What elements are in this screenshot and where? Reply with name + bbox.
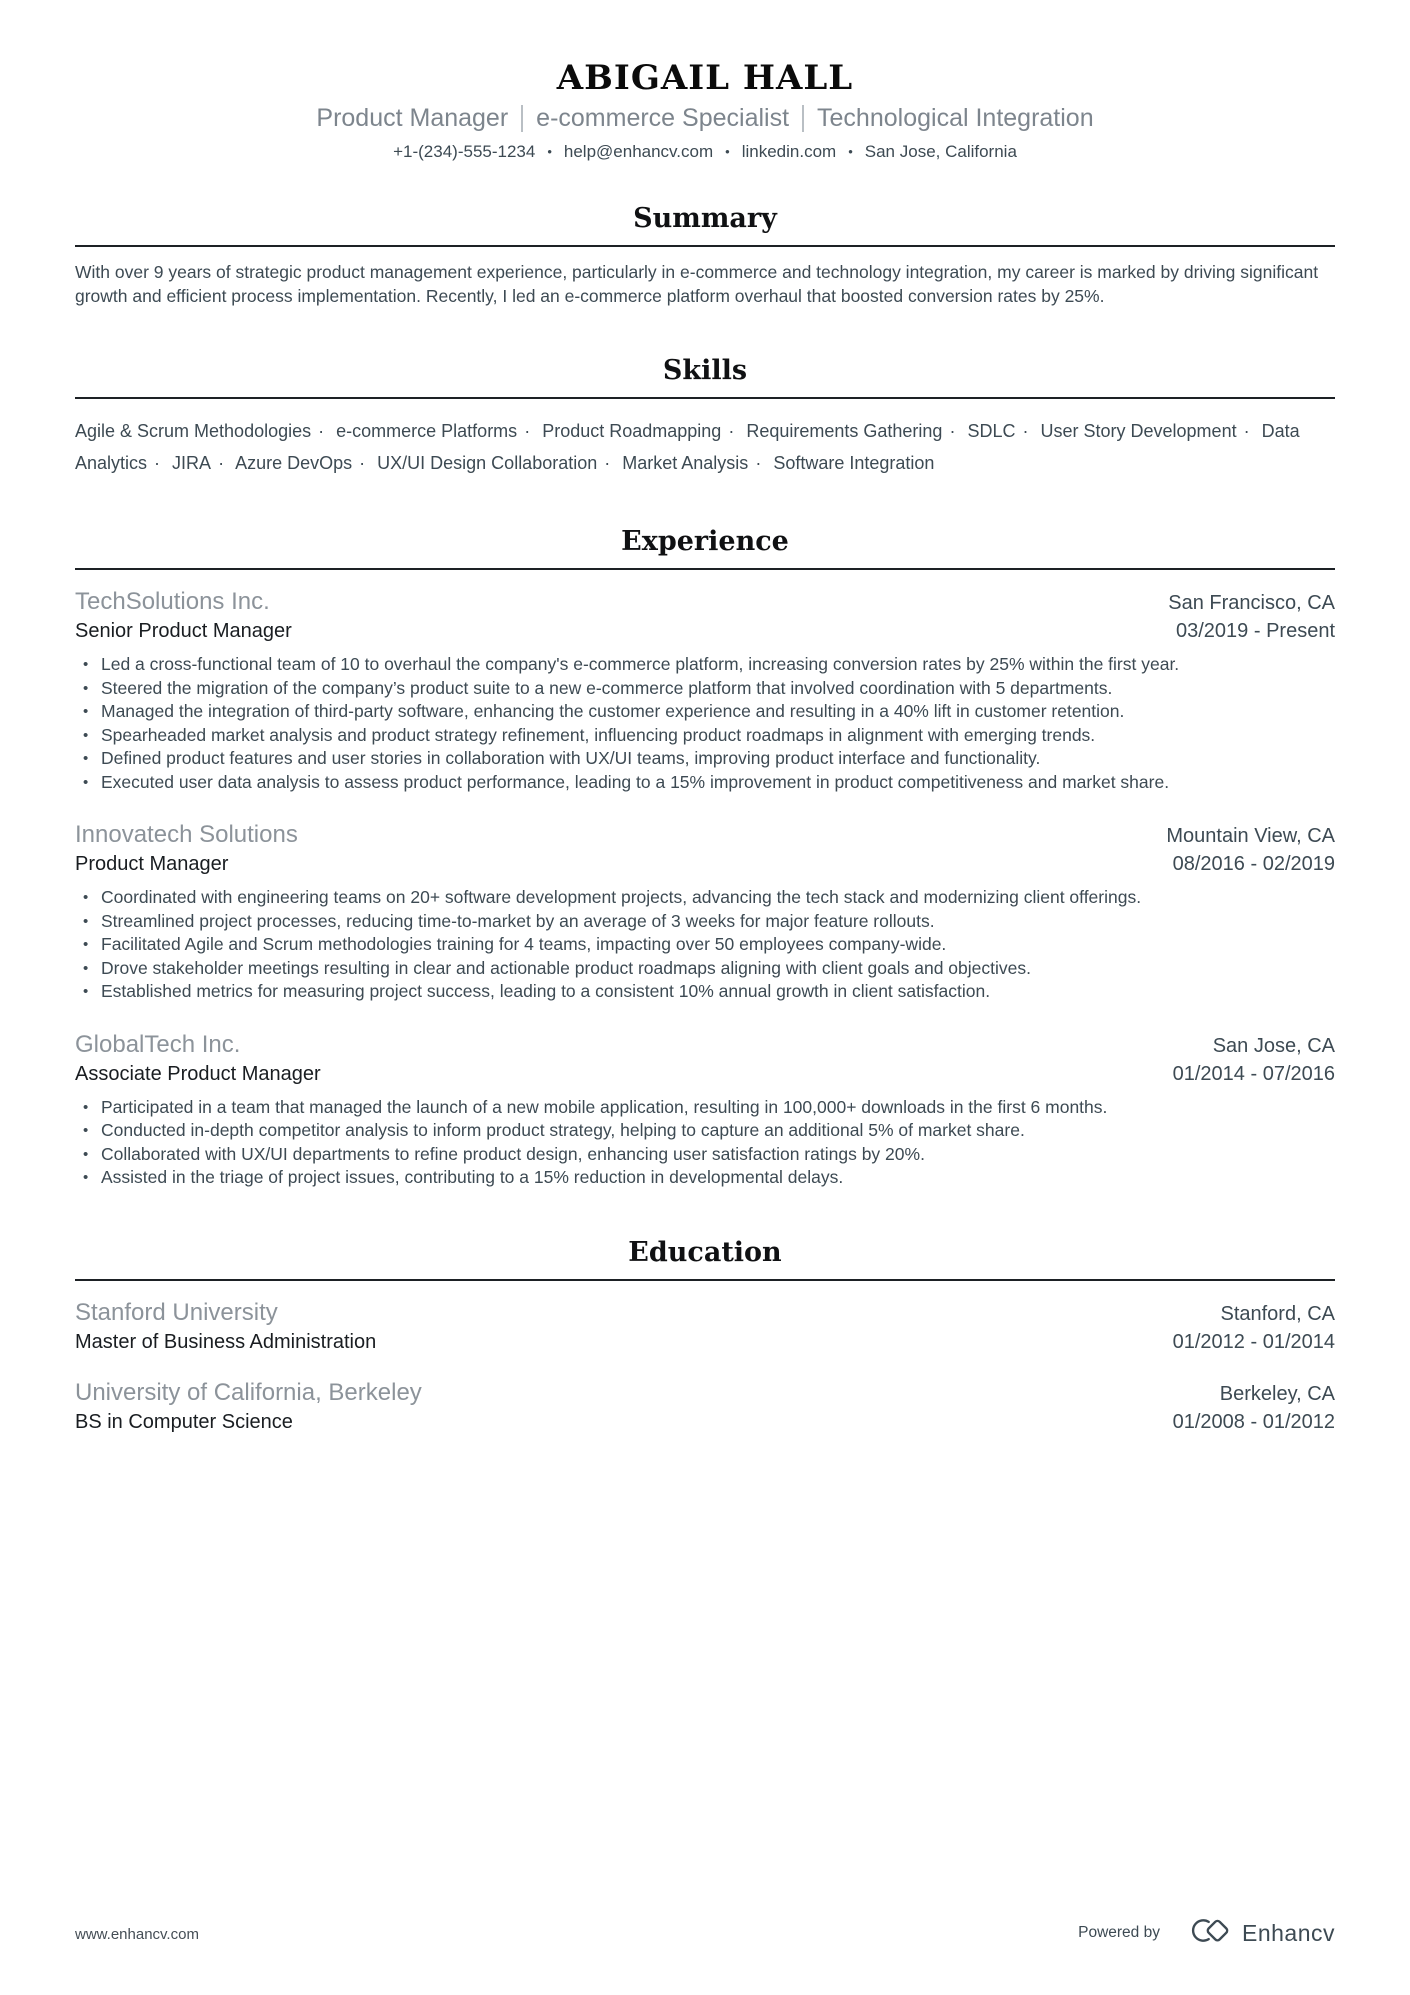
skill-item: e-commerce Platforms [336,421,518,441]
skill-separator: · [1243,421,1250,441]
bullet-item: • Steered the migration of the company’s product suite to a new e-commerce platform that involved coordination with 5 departments. [75,677,1335,701]
job-title: Associate Product Manager [75,1062,321,1085]
headline-separator-bar [521,105,523,132]
skill-item: Requirements Gathering [746,421,943,441]
section-divider [75,397,1335,399]
bullet-item: • Conducted in-depth competitor analysis to inform product strategy, helping to capture an additional 5% of market share. [75,1119,1335,1143]
summary-text: With over 9 years of strategic product management experience, particularly in e-commerce and technology integration, my career is marked by driving significant growth and efficient process implementation. Recently, I led an e-commerce platform overhaul that boosted conversion rates by 25%. [75,262,1319,306]
candidate-name: ABIGAIL HALL [556,58,854,98]
education-entry [75,1377,1335,1436]
contact-separator-dot: • [547,144,552,159]
skill-item: JIRA [172,453,212,473]
section-divider [75,245,1335,247]
skill-separator: · [359,453,366,473]
skill-separator: · [524,421,531,441]
skill-item: Azure DevOps [235,453,353,473]
contact-phone: +1-(234)-555-1234 [393,142,536,161]
contact-location: San Jose, California [864,142,1017,161]
section-title-summary: Summary [633,203,777,234]
bullet-item: • Established metrics for measuring project success, leading to a consistent 10% annual growth in client satisfaction. [75,980,1335,1004]
skill-separator: · [1022,421,1029,441]
resume-header [75,58,1335,164]
skill-separator: · [218,453,225,473]
bullet-item: • Streamlined project processes, reducing time-to-market by an average of 3 weeks for major feature rollouts. [75,910,1335,934]
skill-item: UX/UI Design Collaboration [377,453,598,473]
section-title-experience: Experience [621,526,789,557]
skill-separator: · [318,421,325,441]
company-name: GlobalTech Inc. [75,1030,241,1058]
contact-separator-dot: • [848,144,853,159]
headline-part: Product Manager [316,104,509,132]
skill-item: Market Analysis [622,453,749,473]
education-entry [75,1297,1335,1356]
job-bullets [75,1096,1335,1190]
bullet-item: • Coordinated with engineering teams on 20+ software development projects, advancing the tech stack and modernizing client offerings. [75,886,1335,910]
skill-separator: · [728,421,735,441]
job-location: San Francisco, CA [1168,592,1335,614]
section-experience [75,525,1335,1190]
bullet-item: • Collaborated with UX/UI departments to refine product design, enhancing user satisfaction ratings by 20%. [75,1143,1335,1167]
headline-separator-bar [802,105,804,132]
job-title: Senior Product Manager [75,620,292,642]
bullet-item: • Led a cross-functional team of 10 to overhaul the company's e-commerce platform, increasing conversion rates by 25% within the first year. [75,653,1335,677]
contact-email: help@enhancv.com [563,142,714,161]
candidate-headline [75,102,1335,135]
enhancv-brand-name: Enhancv [1241,1919,1335,1946]
job-bullets [75,886,1335,1004]
skill-separator: · [604,453,611,473]
school-name: University of California, Berkeley [75,1378,422,1406]
school-location: Berkeley, CA [1219,1382,1335,1405]
bullet-item: • Defined product features and user stories in collaboration with UX/UI teams, improving product interface and functionality. [75,747,1335,771]
bullet-item: • Managed the integration of third-party software, enhancing the customer experience and resulting in a 40% lift in customer retention. [75,700,1335,724]
headline-part: e-commerce Specialist [536,104,790,132]
job-location: Mountain View, CA [1166,825,1335,847]
headline-part: Technological Integration [817,104,1094,132]
degree-name: BS in Computer Science [75,1410,293,1433]
skill-item: User Story Development [1040,421,1237,441]
experience-entry [75,819,1335,1004]
job-dates: 03/2019 - Present [1176,620,1335,642]
skill-separator: · [755,453,762,473]
school-name: Stanford University [75,1298,278,1326]
section-divider [75,1279,1335,1281]
skill-item: SDLC [967,421,1016,441]
section-skills [75,354,1335,479]
section-title-skills: Skills [662,355,748,386]
school-location: Stanford, CA [1220,1302,1335,1325]
experience-entry [75,1029,1335,1190]
degree-name: Master of Business Administration [75,1330,377,1353]
company-name: TechSolutions Inc. [75,588,270,615]
footer-branding [1078,1915,1335,1951]
job-bullets [75,653,1335,794]
job-title: Product Manager [75,853,229,875]
contact-linkedin: linkedin.com [741,142,837,161]
education-dates: 01/2012 - 01/2014 [1172,1330,1335,1353]
skill-item: Software Integration [773,453,935,473]
bullet-item: • Participated in a team that managed the launch of a new mobile application, resulting in 100,000+ downloads in the first 6 months. [75,1096,1335,1120]
contact-line [75,140,1335,164]
section-divider [75,568,1335,570]
skills-list [75,415,1335,479]
footer-website: www.enhancv.com [75,1926,199,1943]
skill-separator: · [949,421,956,441]
bullet-item: • Spearheaded market analysis and product strategy refinement, influencing product roadmaps in alignment with emerging trends. [75,724,1335,748]
skill-item: Data Analytics [75,421,1300,473]
job-dates: 08/2016 - 02/2019 [1172,853,1335,875]
education-dates: 01/2008 - 01/2012 [1172,1410,1335,1433]
company-name: Innovatech Solutions [75,821,298,848]
experience-entry [75,586,1335,794]
bullet-item: • Assisted in the triage of project issues, contributing to a 15% reduction in developmental delays. [75,1166,1335,1190]
section-summary [75,202,1335,308]
contact-separator-dot: • [725,144,730,159]
skill-item: Product Roadmapping [542,421,722,441]
bullet-item: • Facilitated Agile and Scrum methodologies training for 4 teams, impacting over 50 employees company-wide. [75,933,1335,957]
skill-separator: · [154,453,161,473]
enhancv-logo-icon [1188,1915,1234,1951]
skill-item: Agile & Scrum Methodologies [75,421,312,441]
job-dates: 01/2014 - 07/2016 [1172,1062,1335,1085]
bullet-item: • Drove stakeholder meetings resulting in clear and actionable product roadmaps aligning with client goals and objectives. [75,957,1335,981]
powered-by-label: Powered by [1078,1924,1160,1941]
job-location: San Jose, CA [1212,1034,1335,1057]
bullet-item: • Executed user data analysis to assess product performance, leading to a 15% improvement in product competitiveness and market share. [75,771,1335,795]
section-title-education: Education [628,1236,782,1268]
section-education [75,1236,1335,1436]
